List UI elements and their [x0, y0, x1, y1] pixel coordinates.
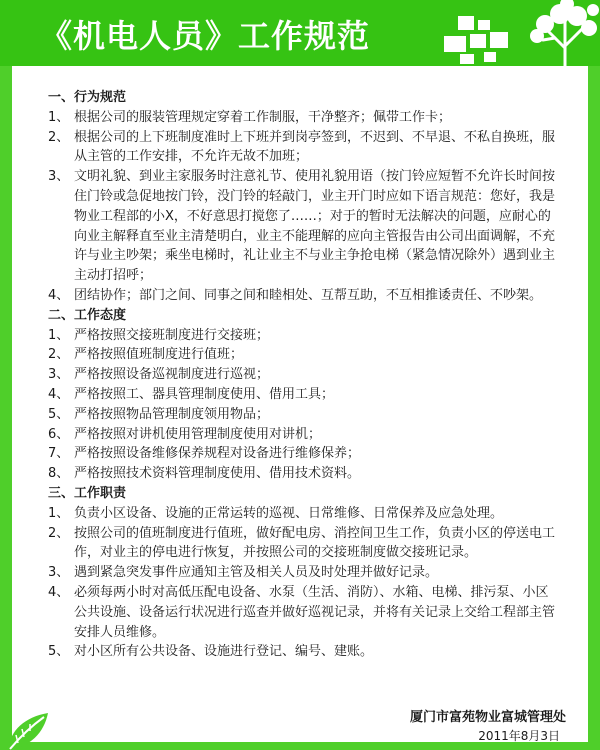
list-item: 7、 严格按照设备维修保养规程对设备进行维修保养；: [48, 446, 361, 462]
list-item: 5、 对小区所有公共设备、设施进行登记、编号、建账。: [48, 644, 374, 660]
list-item: 2、 严格按照值班制度进行值班；: [48, 347, 244, 363]
regulations-text: [44, 88, 556, 662]
tree-icon: [505, 0, 600, 66]
footer-date: 2011年8月3日: [478, 729, 560, 743]
list-item: 2、 按照公司的值班制度进行值班，做好配电房、消控间卫生工作，负责小区的停送电工作，对业主的停电进行恢复，并按照公司的交接班制度做交接班记录。: [48, 525, 556, 561]
list-item: 4、 必须每两小时对高低压配电设备、水泵（生活、消防）、水箱、电梯、排污泵、小区公共设施、设备运行状况进行巡查并做好巡视记录，并将有关记录上交给工程部主管安排人员维修。: [48, 584, 556, 640]
header-banner: [0, 0, 600, 66]
content-panel: [36, 80, 564, 742]
section-title: 二、工作态度: [48, 307, 127, 323]
list-item: 3、 遇到紧急突发事件应通知主管及相关人员及时处理并做好记录。: [48, 565, 439, 581]
list-item: 3、 文明礼貌、到业主家服务时注意礼节、使用礼貌用语（按门铃应短暂不允许长时间按住门铃或急促地按门铃，没门铃的轻敲门，业主开门时应如下语言规范：您好，我是物业工程部的小X，不好意思打搅您了……；对于的暂时无法解决的问题，应耐心的向业主解释直至业主清楚明白，业主不能理解的应向主管报告由公司出面调解，不充许与业主吵架；乘坐电梯时，礼让业主不与业主争抢电梯（紧急情况除外）遇到业主主动打招呼；: [48, 169, 556, 284]
footer-organization: 厦门市富苑物业富城管理处: [409, 710, 566, 725]
list-item: 1、 负责小区设备、设施的正常运转的巡视、日常维修、日常保养及应急处理。: [48, 505, 504, 521]
list-item: 1、 严格按照交接班制度进行交接班；: [48, 327, 270, 343]
list-item: 3、 严格按照设备巡视制度进行巡视；: [48, 367, 270, 383]
leaf-icon: [0, 705, 70, 750]
list-item: 2、 根据公司的上下班制度准时上下班并到岗亭签到，不迟到、不早退、不私自换班，服从主管的工作安排，不允许无故不加班；: [48, 129, 556, 165]
list-item: 4、 严格按照工、器具管理制度使用、借用工具；: [48, 386, 335, 402]
list-item: 4、 团结协作；部门之间、同事之间和睦相处、互帮互助，不互相推诿责任、不吵架。: [48, 287, 543, 303]
section-title: 三、工作职责: [48, 485, 127, 501]
list-item: 5、 严格按照物品管理制度领用物品；: [48, 406, 270, 422]
list-item: 6、 严格按照对讲机使用管理制度使用对讲机；: [48, 426, 322, 442]
list-item: 1、 根据公司的服装管理规定穿着工作制服，干净整齐；佩带工作卡；: [48, 109, 452, 125]
section-title: 一、行为规范: [48, 90, 127, 105]
page-title: 《机电人员》工作规范: [40, 17, 371, 55]
list-item: 8、 严格按照技术资料管理制度使用、借用技术资料。: [48, 466, 361, 482]
